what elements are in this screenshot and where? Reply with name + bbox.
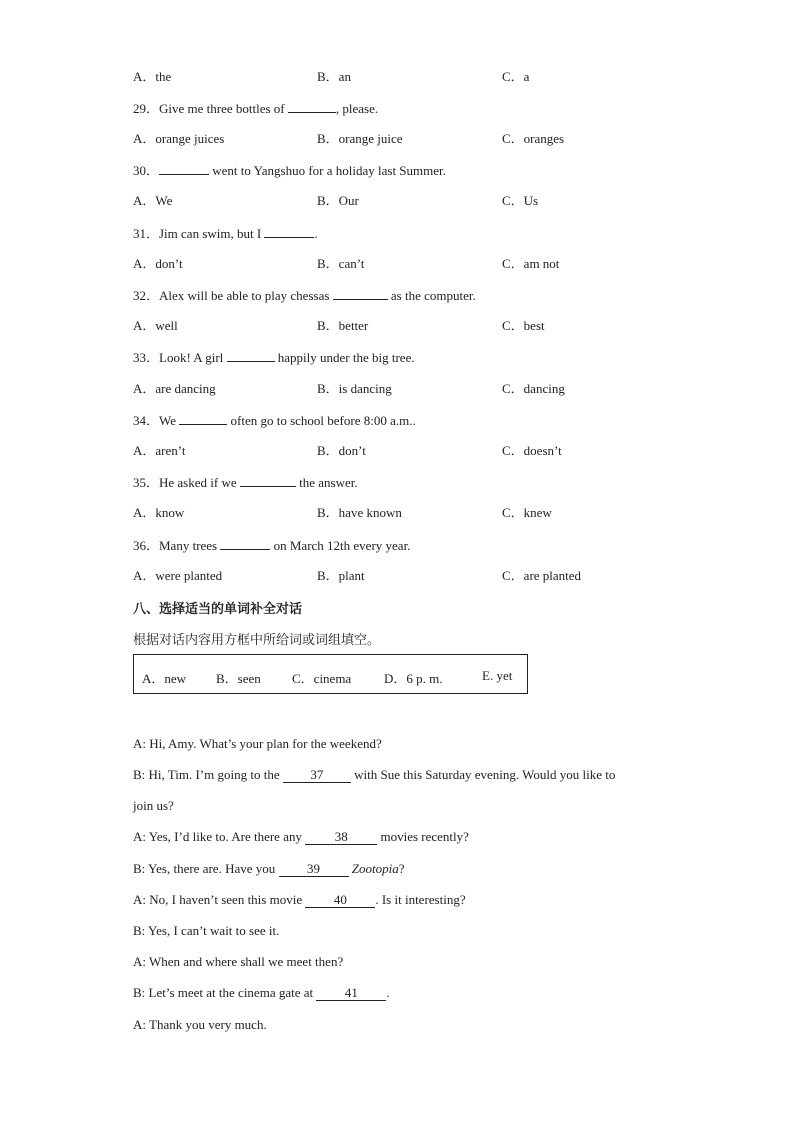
word-box-item-a: A．new [142, 671, 187, 686]
dialogue-line-9-before: B: Let’s meet at the cinema gate at [133, 985, 317, 1000]
q35-stem [133, 474, 358, 491]
q29-stem-after: , please. [335, 101, 379, 116]
q33-stem [133, 349, 415, 366]
q35-option-a[interactable]: A．know [133, 505, 185, 520]
q30-option-b[interactable]: B．Our [317, 193, 359, 208]
q30-option-a[interactable]: A．We [133, 193, 173, 208]
dialogue-line-9 [133, 985, 390, 1001]
q28-option-c[interactable]: C．a [502, 69, 530, 84]
q33-stem-before: 33．Look! A girl [133, 350, 227, 365]
q30-stem-after: went to Yangshuo for a holiday last Summer. [209, 163, 446, 178]
q30-option-c[interactable]: C．Us [502, 193, 539, 208]
word-box-item-d: D．6 p. m. [384, 671, 443, 686]
q30-stem-before: 30． [133, 163, 160, 178]
dialogue-line-6-after: . Is it interesting? [375, 892, 466, 907]
q34-option-c[interactable]: C．doesn’t [502, 443, 562, 458]
q29-stem [133, 100, 378, 117]
gap-40[interactable]: 40 [305, 893, 375, 908]
q29-stem-before: 29．Give me three bottles of [133, 101, 288, 116]
dialogue-line-7: B: Yes, I can’t wait to see it. [133, 923, 280, 938]
dialogue-line-6 [133, 892, 466, 908]
word-box-item-e: E. yet [482, 668, 513, 683]
q36-blank[interactable] [220, 537, 270, 550]
q34-stem-before: 34．We [133, 413, 180, 428]
q36-stem-before: 36．Many trees [133, 538, 221, 553]
q32-stem [133, 287, 476, 304]
q36-option-c[interactable]: C．are planted [502, 568, 582, 583]
dialogue-line-4 [133, 829, 469, 845]
q33-blank[interactable] [227, 349, 275, 362]
q32-blank[interactable] [333, 287, 388, 300]
q28-option-b[interactable]: B．an [317, 69, 351, 84]
q36-stem [133, 537, 410, 554]
dialogue-line-5-before: B: Yes, there are. Have you [133, 861, 279, 876]
q31-blank[interactable] [264, 225, 314, 238]
q29-option-b[interactable]: B．orange juice [317, 131, 403, 146]
word-box [133, 654, 528, 694]
q32-option-c[interactable]: C．best [502, 318, 545, 333]
word-box-item-b: B．seen [216, 671, 261, 686]
gap-39[interactable]: 39 [279, 862, 349, 877]
dialogue-line-2-before: B: Hi, Tim. I’m going to the [133, 767, 283, 782]
q33-option-c[interactable]: C．dancing [502, 381, 565, 396]
q31-stem [133, 225, 318, 242]
q35-stem-after: the answer. [295, 475, 358, 490]
dialogue-line-5 [133, 861, 405, 877]
q32-stem-after: as the computer. [387, 288, 476, 303]
q36-stem-after: on March 12th every year. [270, 538, 411, 553]
q35-blank[interactable] [240, 474, 296, 487]
q32-stem-before: 32．Alex will be able to play chessas [133, 288, 333, 303]
dialogue-line-9-after: . [386, 985, 390, 1000]
section-instruction: 根据对话内容用方框中所给词或词组填空。 [133, 633, 381, 648]
dialogue-line-10: A: Thank you very much. [133, 1017, 267, 1032]
q30-blank[interactable] [159, 162, 209, 175]
q31-stem-after: . [314, 226, 318, 241]
movie-title: Zootopia [351, 861, 399, 876]
q29-option-a[interactable]: A．orange juices [133, 131, 225, 146]
q36-option-a[interactable]: A．were planted [133, 568, 223, 583]
dialogue-line-1: A: Hi, Amy. What’s your plan for the weekend? [133, 736, 382, 751]
dialogue-line-2 [133, 767, 615, 783]
q35-stem-before: 35．He asked if we [133, 475, 240, 490]
dialogue-line-3: join us? [133, 798, 174, 813]
q34-blank[interactable] [179, 412, 227, 425]
q33-option-a[interactable]: A．are dancing [133, 381, 216, 396]
q36-option-b[interactable]: B．plant [317, 568, 365, 583]
q34-stem-after: often go to school before 8:00 a.m.. [227, 413, 416, 428]
q31-option-b[interactable]: B．can’t [317, 256, 365, 271]
q34-option-b[interactable]: B．don’t [317, 443, 366, 458]
dialogue-line-8: A: When and where shall we meet then? [133, 954, 344, 969]
gap-38[interactable]: 38 [305, 830, 377, 845]
q31-option-a[interactable]: A．don’t [133, 256, 183, 271]
q31-option-c[interactable]: C．am not [502, 256, 560, 271]
dialogue-line-5-after: ? [398, 861, 405, 876]
q33-option-b[interactable]: B．is dancing [317, 381, 392, 396]
q35-option-b[interactable]: B．have known [317, 505, 402, 520]
q29-blank[interactable] [288, 100, 336, 113]
gap-37[interactable]: 37 [283, 768, 351, 783]
q34-option-a[interactable]: A．aren’t [133, 443, 186, 458]
q28-option-a[interactable]: A．the [133, 69, 172, 84]
q31-stem-before: 31．Jim can swim, but I [133, 226, 265, 241]
q35-option-c[interactable]: C．knew [502, 505, 552, 520]
word-box-item-c: C．cinema [292, 671, 352, 686]
q32-option-a[interactable]: A．well [133, 318, 178, 333]
dialogue-line-4-before: A: Yes, I’d like to. Are there any [133, 829, 306, 844]
q33-stem-after: happily under the big tree. [274, 350, 415, 365]
dialogue-line-4-after: movies recently? [377, 829, 469, 844]
section-heading: 八、选择适当的单词补全对话 [133, 602, 303, 617]
dialogue-line-6-before: A: No, I haven’t seen this movie [133, 892, 306, 907]
q34-stem [133, 412, 416, 429]
q32-option-b[interactable]: B．better [317, 318, 369, 333]
dialogue-line-2-after: with Sue this Saturday evening. Would you like to [350, 767, 616, 782]
q30-stem [133, 162, 446, 179]
gap-41[interactable]: 41 [316, 986, 386, 1001]
q29-option-c[interactable]: C．oranges [502, 131, 565, 146]
